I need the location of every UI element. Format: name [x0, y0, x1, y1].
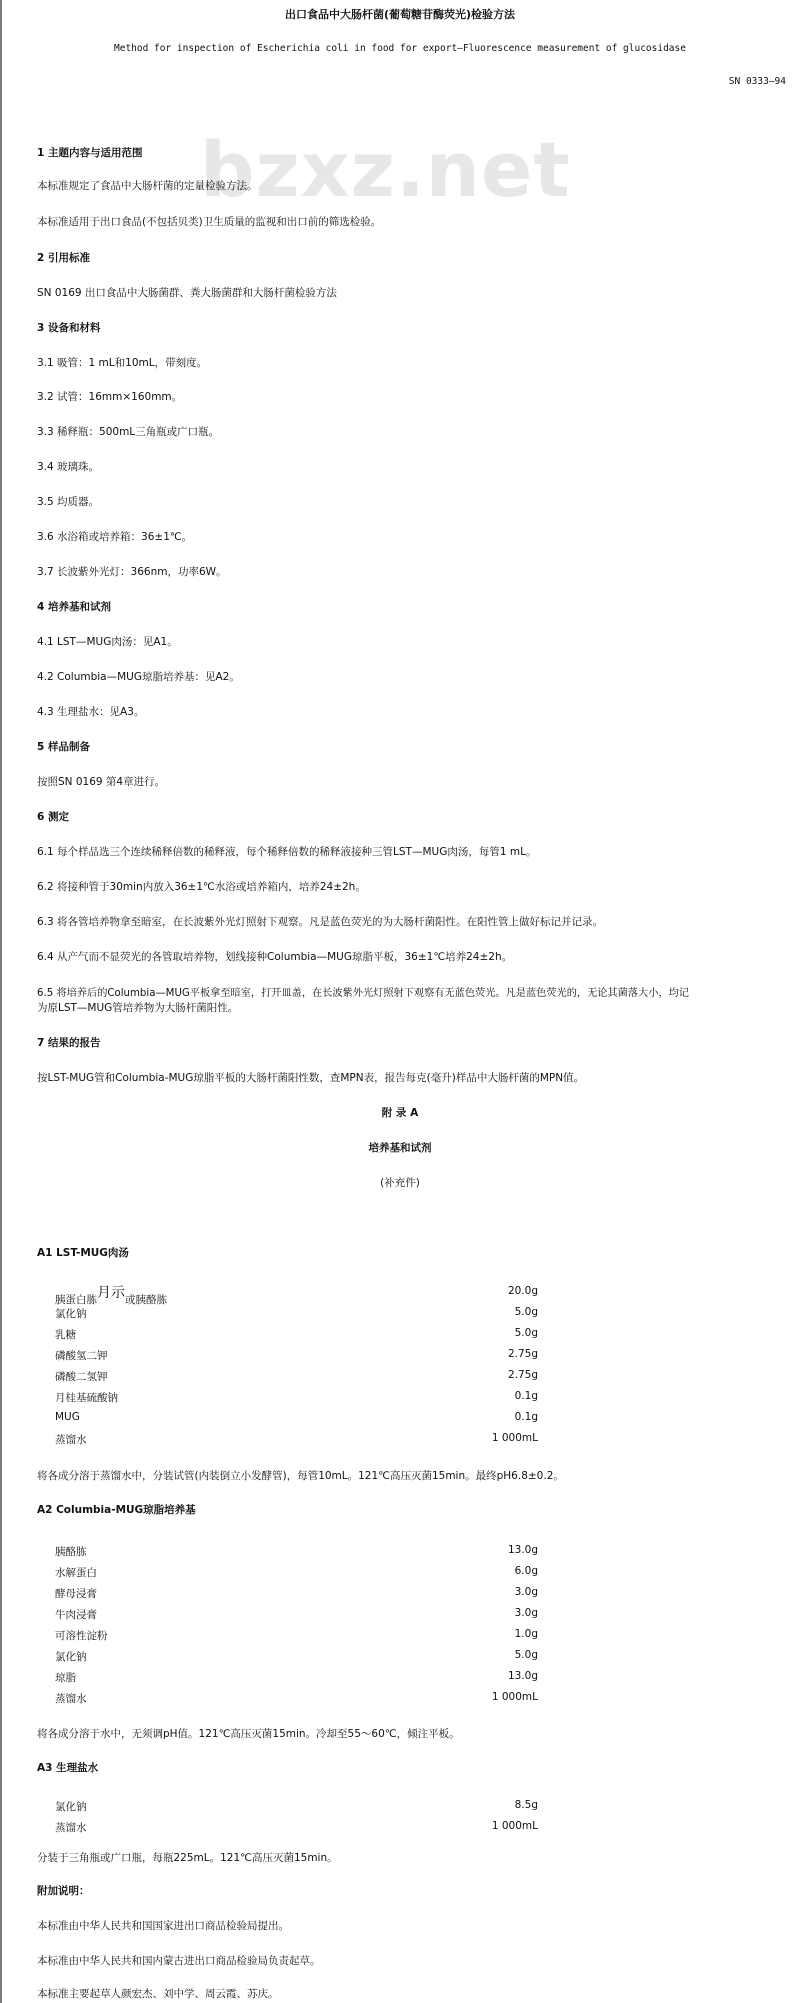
- ingredient-name: 磷酸氢二钾: [55, 1350, 108, 1362]
- document-subtitle: Method for inspection of Escherichia coli in food for export—Fluorescence measurement of glucosidase: [114, 43, 686, 54]
- document-title: 出口食品中大肠杆菌(葡萄糖苷酶荧光)检验方法: [284, 8, 516, 21]
- list-item-continuation: 为原LST—MUG管培养物为大肠杆菌阳性。: [37, 1002, 239, 1014]
- ingredient-amount: 6.0g: [514, 1565, 538, 1577]
- ingredient-name: 蒸馏水: [55, 1434, 87, 1446]
- list-item: 6.3 将各管培养物拿至暗室，在长波紫外光灯照射下观察。凡是蓝色荧光的为大肠杆菌阳性。在阳性管上做好标记并记录。: [37, 916, 604, 928]
- section-1-paragraph: 本标准适用于出口食品(不包括贝类)卫生质量的监视和出口前的筛选检验。: [37, 216, 382, 228]
- section-7-paragraph: 按LST-MUG管和Columbia-MUG琼脂平板的大肠杆菌阳性数，查MPN表，报告每克(毫升)样品中大肠杆菌的MPN值。: [37, 1072, 585, 1084]
- ingredient-amount: 1.0g: [514, 1628, 538, 1640]
- ingredient-name: 乳糖: [55, 1329, 76, 1341]
- ingredient-amount: 3.0g: [514, 1607, 538, 1619]
- section-1-heading: 1 主题内容与适用范围: [37, 147, 143, 159]
- ingredient-name: 水解蛋白: [55, 1567, 97, 1579]
- section-2-paragraph: SN 0169 出口食品中大肠菌群、粪大肠菌群和大肠杆菌检验方法: [37, 287, 337, 299]
- list-item: 3.1 吸管：1 mL和10mL，带刻度。: [37, 357, 208, 369]
- section-3-heading: 3 设备和材料: [37, 322, 101, 334]
- ingredient-name-part: 或胰酪胨: [125, 1294, 167, 1306]
- list-item: 3.3 稀释瓶：500mL三角瓶或广口瓶。: [37, 426, 220, 438]
- list-item: 3.5 均质器。: [37, 496, 100, 508]
- addendum-paragraph: 本标准由中华人民共和国国家进出口商品检验局提出。: [37, 1920, 289, 1932]
- ingredient-amount: 1 000mL: [491, 1691, 538, 1703]
- addendum-paragraph: 本标准由中华人民共和国内蒙古进出口商品检验局负责起草。: [37, 1955, 321, 1967]
- a3-heading: A3 生理盐水: [37, 1762, 99, 1774]
- section-5-paragraph: 按照SN 0169 第4章进行。: [37, 776, 166, 788]
- ingredient-name: 可溶性淀粉: [55, 1630, 108, 1642]
- a1-heading: A1 LST-MUG肉汤: [37, 1247, 129, 1259]
- ingredient-amount: 13.0g: [507, 1544, 538, 1556]
- ingredient-name: [55, 1285, 167, 1308]
- standard-code: SN 0333—94: [728, 76, 786, 87]
- watermark: bzxz.net: [200, 125, 571, 214]
- a2-heading: A2 Columbia-MUG琼脂培养基: [37, 1504, 196, 1516]
- list-item: 6.5 将培养后的Columbia—MUG平板拿至暗室，打开皿盖，在长波紫外光灯照射下观察有无蓝色荧光。凡是蓝色荧光的，无论其菌落大小，均记: [37, 988, 689, 999]
- list-item: 4.3 生理盐水：见A3。: [37, 706, 145, 718]
- ingredient-name: 氯化钠: [55, 1308, 87, 1320]
- section-6-heading: 6 测定: [37, 811, 69, 823]
- ingredient-amount: 1 000mL: [491, 1432, 538, 1444]
- ingredient-amount: 13.0g: [507, 1670, 538, 1682]
- list-item: 3.2 试管：16mm×160mm。: [37, 391, 183, 403]
- addendum-paragraph: 本标准主要起草人颜宏杰、刘中学、周云霞、苏庆。: [37, 1988, 279, 2000]
- ingredient-amount: 8.5g: [514, 1799, 538, 1811]
- list-item: 3.7 长波紫外光灯：366nm，功率6W。: [37, 566, 227, 578]
- section-1-paragraph: 本标准规定了食品中大肠杆菌的定量检验方法。: [37, 180, 258, 192]
- ingredient-amount: 0.1g: [514, 1390, 538, 1402]
- list-item: 6.1 每个样品选三个连续稀释倍数的稀释液，每个稀释倍数的稀释液接种三管LST—MUG肉汤，每管1 mL。: [37, 846, 537, 858]
- list-item: 4.1 LST—MUG肉汤：见A1。: [37, 636, 178, 648]
- ingredient-name: 酵母浸膏: [55, 1588, 97, 1600]
- appendix-note: (补充件): [380, 1177, 420, 1189]
- ingredient-name: 氯化钠: [55, 1801, 87, 1813]
- addendum-heading: 附加说明：: [37, 1885, 90, 1897]
- page-left-border: [0, 0, 2, 2003]
- list-item: 6.4 从产气而不显荧光的各管取培养物，划线接种Columbia—MUG琼脂平板，36±1℃培养24±2h。: [37, 951, 513, 963]
- a1-note: 将各成分溶于蒸馏水中，分装试管(内装倒立小发酵管)，每管10mL。121℃高压灭菌15min。最终pH6.8±0.2。: [37, 1470, 564, 1482]
- list-item: 6.2 将接种管于30min内放入36±1℃水浴或培养箱内，培养24±2h。: [37, 881, 366, 893]
- ingredient-name: 蒸馏水: [55, 1693, 87, 1705]
- a2-note: 将各成分溶于水中，无须调pH值。121℃高压灭菌15min。冷却至55～60℃，倾注平板。: [37, 1728, 460, 1740]
- ingredient-amount: 2.75g: [507, 1369, 538, 1381]
- ingredient-name: MUG: [55, 1411, 80, 1423]
- ingredient-amount: 2.75g: [507, 1348, 538, 1360]
- ingredient-name: 胰酪胨: [55, 1546, 87, 1558]
- ingredient-amount: 0.1g: [514, 1411, 538, 1423]
- ingredient-name: 牛肉浸膏: [55, 1609, 97, 1621]
- section-7-heading: 7 结果的报告: [37, 1037, 101, 1049]
- list-item: 3.6 水浴箱或培养箱：36±1℃。: [37, 531, 193, 543]
- section-4-heading: 4 培养基和试剂: [37, 601, 111, 613]
- ingredient-name-part: 胰蛋白胨: [55, 1294, 97, 1306]
- ingredient-amount: 5.0g: [514, 1327, 538, 1339]
- ingredient-amount: 20.0g: [507, 1285, 538, 1297]
- ingredient-amount: 1 000mL: [491, 1820, 538, 1832]
- ingredient-amount: 5.0g: [514, 1306, 538, 1318]
- a3-note: 分装于三角瓶或广口瓶，每瓶225mL。121℃高压灭菌15min。: [37, 1852, 338, 1864]
- ingredient-amount: 3.0g: [514, 1586, 538, 1598]
- section-2-heading: 2 引用标准: [37, 252, 90, 264]
- ingredient-name: 蒸馏水: [55, 1822, 87, 1834]
- ingredient-name: 月桂基硫酸钠: [55, 1392, 118, 1404]
- ingredient-name: 磷酸二氢钾: [55, 1371, 108, 1383]
- appendix-title: 附 录 A: [381, 1107, 419, 1119]
- appendix-subtitle: 培养基和试剂: [368, 1142, 432, 1154]
- ingredient-amount: 5.0g: [514, 1649, 538, 1661]
- ingredient-name: 琼脂: [55, 1672, 76, 1684]
- list-item: 4.2 Columbia—MUG琼脂培养基：见A2。: [37, 671, 240, 683]
- list-item: 3.4 玻璃珠。: [37, 461, 100, 473]
- ingredient-name: 氯化钠: [55, 1651, 87, 1663]
- section-5-heading: 5 样品制备: [37, 741, 90, 753]
- ingredient-name-glyph: 月示: [97, 1285, 125, 1301]
